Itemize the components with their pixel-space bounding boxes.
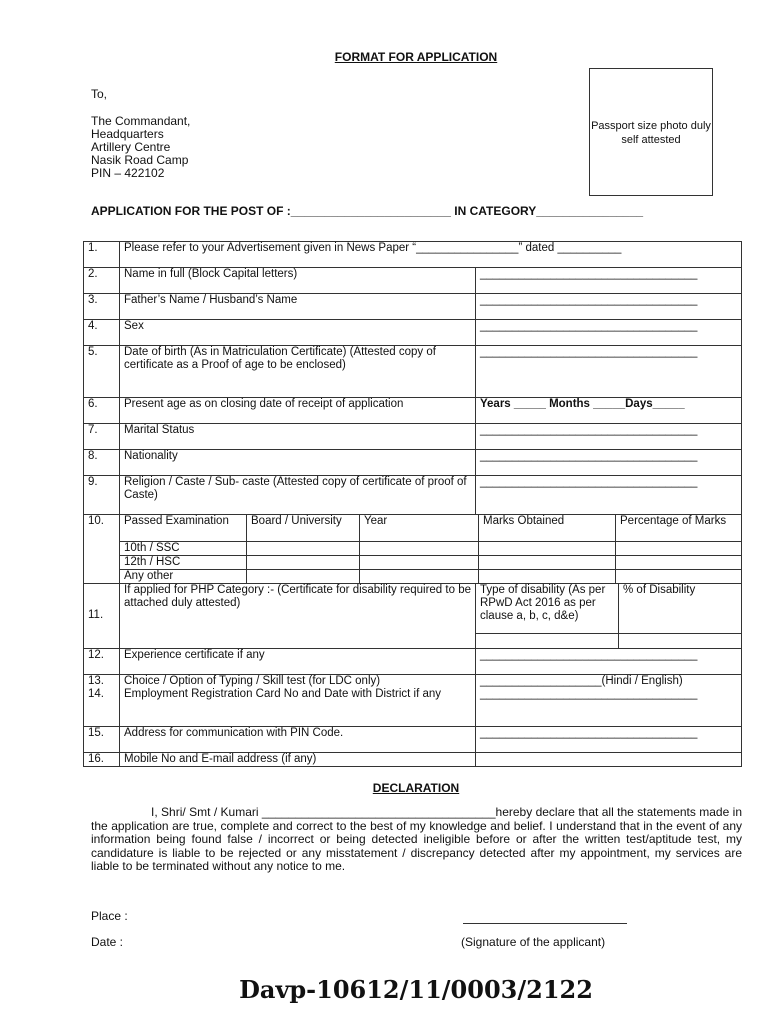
table-row [84, 242, 742, 268]
edu-header: Board / University [247, 515, 360, 541]
edu-exam: Any other [120, 569, 247, 583]
row-number: 15. [84, 726, 120, 752]
edu-cell[interactable] [479, 541, 616, 555]
row-number: 13. 14. [84, 674, 120, 726]
row-number: 12. [84, 648, 120, 674]
salutation: To, [91, 87, 108, 101]
address-field[interactable]: __________________________________ [476, 726, 742, 752]
row-number: 6. [84, 398, 120, 424]
choice-field[interactable]: ___________________(Hindi / English) __________________________________ [476, 674, 742, 726]
dob-field[interactable]: __________________________________ [476, 346, 742, 398]
edu-header: Percentage of Marks [616, 515, 742, 541]
page-title: FORMAT FOR APPLICATION [334, 50, 498, 64]
table-row [84, 294, 742, 320]
disability-type-cell[interactable] [476, 634, 619, 648]
edu-cell[interactable] [360, 569, 479, 583]
father-name-field[interactable]: __________________________________ [476, 294, 742, 320]
name-field[interactable]: __________________________________ [476, 268, 742, 294]
edu-cell[interactable] [616, 555, 742, 569]
edu-cell[interactable] [479, 555, 616, 569]
age-field[interactable]: Years _____ Months _____Days_____ [476, 398, 742, 424]
php-row [84, 583, 742, 648]
row-number: 3. [84, 294, 120, 320]
disability-pct-cell[interactable] [619, 634, 742, 648]
row-label: Mobile No and E-mail address (if any) [120, 752, 476, 766]
edu-exam: 10th / SSC [120, 541, 247, 555]
disability-pct-header: % of Disability [619, 584, 742, 634]
table-row [84, 424, 742, 450]
row-label: If applied for PHP Category :- (Certificate for disability required to be attached duly attested) [120, 583, 476, 648]
edu-cell[interactable] [616, 569, 742, 583]
row-number: 9. [84, 476, 120, 515]
mobile-field[interactable] [476, 752, 742, 766]
address-block [91, 88, 190, 180]
address-line: Nasik Road Camp [91, 153, 189, 167]
row-number: 11. [84, 583, 120, 648]
table-row [84, 346, 742, 398]
row-label: Sex [120, 320, 476, 346]
declaration-text: I, Shri/ Smt / Kumari ___________________________________hereby declare that all the statements made in the application are true, complete and correct to the best of my knowledge and belief. I understand that in the event of any information being found false / incorrect or being detected ineligible before or after the written test/aptitude test, my candidature is liable to be rejected or any misstatement / discrepancy detected after my appointment, my services are liable to be terminated without any notice to me. [91, 805, 742, 873]
row-label: Marital Status [120, 424, 476, 450]
disability-type-header: Type of disability (As per RPwD Act 2016 as per clause a, b, c, d&e) [476, 584, 619, 634]
table-row [84, 268, 742, 294]
photo-box-label: Passport size photo duly self attested [591, 120, 711, 146]
row-number: 1. [84, 242, 120, 268]
edu-cell[interactable] [360, 541, 479, 555]
table-row [84, 450, 742, 476]
edu-cell[interactable] [479, 569, 616, 583]
row-label: Choice / Option of Typing / Skill test (for LDC only) Employment Registration Card No and Date with District if any [120, 674, 476, 726]
row-label: Date of birth (As in Matriculation Certificate) (Attested copy of certificate as a Proof of age to be enclosed) [120, 346, 476, 398]
row-number: 2. [84, 268, 120, 294]
edu-cell[interactable] [247, 569, 360, 583]
edu-header: Passed Examination [120, 515, 247, 541]
table-row [84, 752, 742, 766]
declaration-heading: DECLARATION [372, 781, 460, 795]
application-post-line: APPLICATION FOR THE POST OF :________________________ IN CATEGORY________________ [91, 204, 644, 218]
edu-cell[interactable] [247, 555, 360, 569]
date-label: Date : [91, 935, 124, 949]
address-line: PIN – 422102 [91, 166, 165, 180]
place-label: Place : [91, 909, 128, 923]
table-row [84, 476, 742, 515]
signature-line[interactable] [463, 923, 627, 924]
address-line: The Commandant, [91, 114, 191, 128]
row-label: Experience certificate if any [120, 648, 476, 674]
application-form-table [83, 241, 742, 767]
signature-label: (Signature of the applicant) [461, 935, 606, 949]
row-label: Name in full (Block Capital letters) [120, 268, 476, 294]
row-label: Religion / Caste / Sub- caste (Attested copy of certificate of proof of Caste) [120, 476, 476, 515]
address-line: Artillery Centre [91, 140, 171, 154]
row-label[interactable]: Please refer to your Advertisement given in News Paper “________________” dated __________ [120, 242, 742, 268]
nationality-field[interactable]: __________________________________ [476, 450, 742, 476]
edu-exam: 12th / HSC [120, 555, 247, 569]
row-number: 16. [84, 752, 120, 766]
table-row [84, 726, 742, 752]
row-number: 5. [84, 346, 120, 398]
table-row [84, 398, 742, 424]
address-line: Headquarters [91, 127, 164, 141]
experience-field[interactable]: __________________________________ [476, 648, 742, 674]
edu-header: Marks Obtained [479, 515, 616, 541]
education-row [84, 515, 742, 584]
sex-field[interactable]: __________________________________ [476, 320, 742, 346]
marital-status-field[interactable]: __________________________________ [476, 424, 742, 450]
education-table [120, 515, 741, 583]
religion-field[interactable]: __________________________________ [476, 476, 742, 515]
table-row [84, 320, 742, 346]
photo-box[interactable] [589, 68, 713, 196]
table-row [84, 648, 742, 674]
row-label: Father’s Name / Husband’s Name [120, 294, 476, 320]
disability-table [476, 584, 741, 648]
row-number: 4. [84, 320, 120, 346]
edu-cell[interactable] [616, 541, 742, 555]
edu-cell[interactable] [247, 541, 360, 555]
row-label: Present age as on closing date of receipt of application [120, 398, 476, 424]
table-row [84, 674, 742, 726]
row-number: 7. [84, 424, 120, 450]
edu-cell[interactable] [360, 555, 479, 569]
footer-reference: Davp-10612/11/0003/2122 [239, 975, 593, 1004]
row-label: Address for communication with PIN Code. [120, 726, 476, 752]
edu-header: Year [360, 515, 479, 541]
row-label: Nationality [120, 450, 476, 476]
row-number: 10. [84, 515, 120, 584]
row-number: 8. [84, 450, 120, 476]
